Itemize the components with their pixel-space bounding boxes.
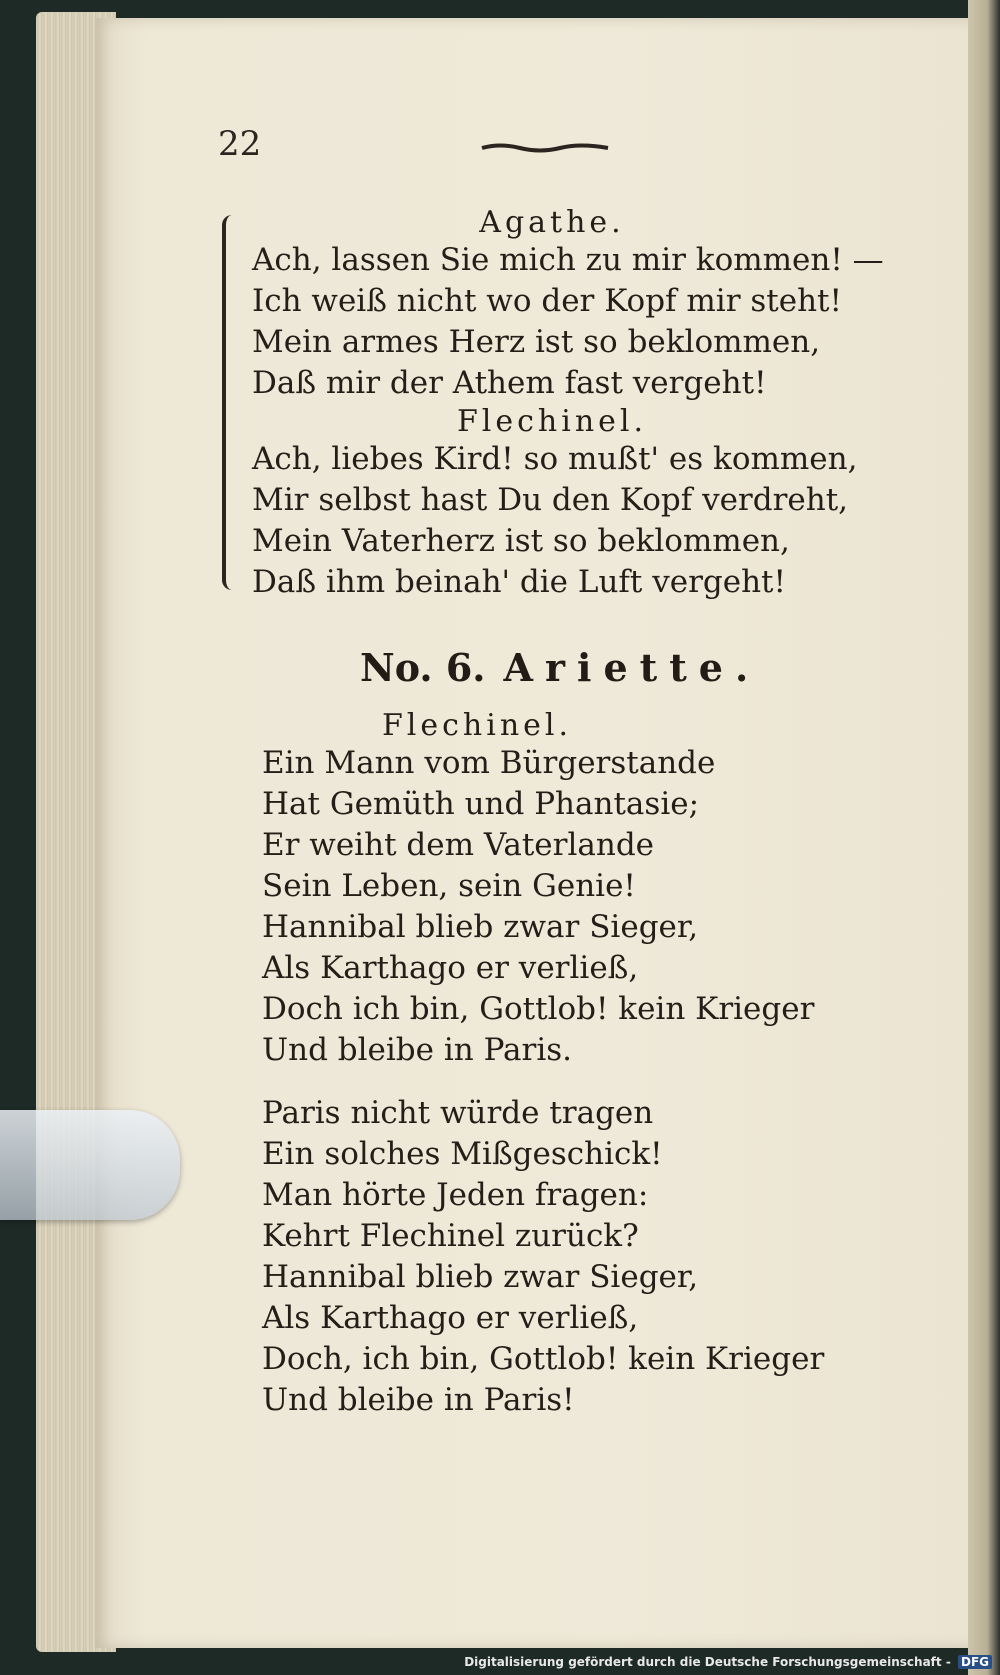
verse-line: Als Karthago er verließ,	[262, 1300, 639, 1336]
verse-line: Ein Mann vom Bürgerstande	[262, 745, 716, 781]
verse-line: Doch ich bin, Gottlob! kein Krieger	[262, 991, 815, 1027]
speaker-agathe: Agathe.	[479, 205, 625, 240]
aria-block	[262, 708, 882, 1443]
speaker-flechinel: Flechinel.	[456, 404, 648, 439]
verse-line: Mein armes Herz ist so beklommen,	[252, 324, 821, 360]
verse-line: Daß mir der Athem fast vergeht!	[252, 365, 767, 401]
section-number: No. 6.	[360, 645, 486, 690]
duet-block	[252, 205, 884, 603]
verse-line: Doch, ich bin, Gottlob! kein Krieger	[262, 1341, 825, 1377]
stanza-1	[262, 743, 882, 1071]
verse-line: Er weiht dem Vaterlande	[262, 827, 655, 863]
section-heading	[360, 645, 760, 690]
verse-line: Daß ihm beinah' die Luft vergeht!	[252, 564, 786, 600]
verse-line: Hannibal blieb zwar Sieger,	[262, 909, 699, 945]
verse-line: Ach, lassen Sie mich zu mir kommen! —	[252, 242, 884, 278]
verse-line: Und bleibe in Paris!	[262, 1382, 575, 1418]
verse-line: Ach, liebes Kird! so mußt' es kommen,	[252, 441, 858, 477]
speaker-flechinel: Flechinel.	[381, 708, 573, 743]
credit-text: Digitalisierung gefördert durch die Deutsche Forschungsgemeinschaft	[464, 1655, 942, 1669]
bookmark-tab	[0, 1110, 180, 1220]
verse-line: Ein solches Mißgeschick!	[262, 1136, 663, 1172]
verse-line: Man hörte Jeden fragen:	[262, 1177, 649, 1213]
verse-line: Sein Leben, sein Genie!	[262, 868, 636, 904]
stanza-2	[262, 1093, 882, 1421]
facing-page-edge	[968, 0, 1000, 1675]
verse-line: Hat Gemüth und Phantasie;	[262, 786, 700, 822]
verse-line: Kehrt Flechinel zurück?	[262, 1218, 639, 1254]
dfg-logo: DFG	[958, 1655, 992, 1669]
digitization-credit: Digitalisierung gefördert durch die Deutsche Forschungsgemeinschaft - DFG	[464, 1655, 992, 1669]
verse-line: Paris nicht würde tragen	[262, 1095, 654, 1131]
duet-brace	[222, 215, 240, 590]
page-number: 22	[218, 124, 262, 164]
section-title: Ariette.	[503, 645, 761, 690]
verse-line: Als Karthago er verließ,	[262, 950, 639, 986]
verse-line: Mein Vaterherz ist so beklommen,	[252, 523, 790, 559]
ornament-rule	[480, 143, 610, 153]
verse-line: Mir selbst hast Du den Kopf verdreht,	[252, 482, 849, 518]
verse-line: Und bleibe in Paris.	[262, 1032, 573, 1068]
verse-line: Ich weiß nicht wo der Kopf mir steht!	[252, 283, 842, 319]
verse-line: Hannibal blieb zwar Sieger,	[262, 1259, 699, 1295]
